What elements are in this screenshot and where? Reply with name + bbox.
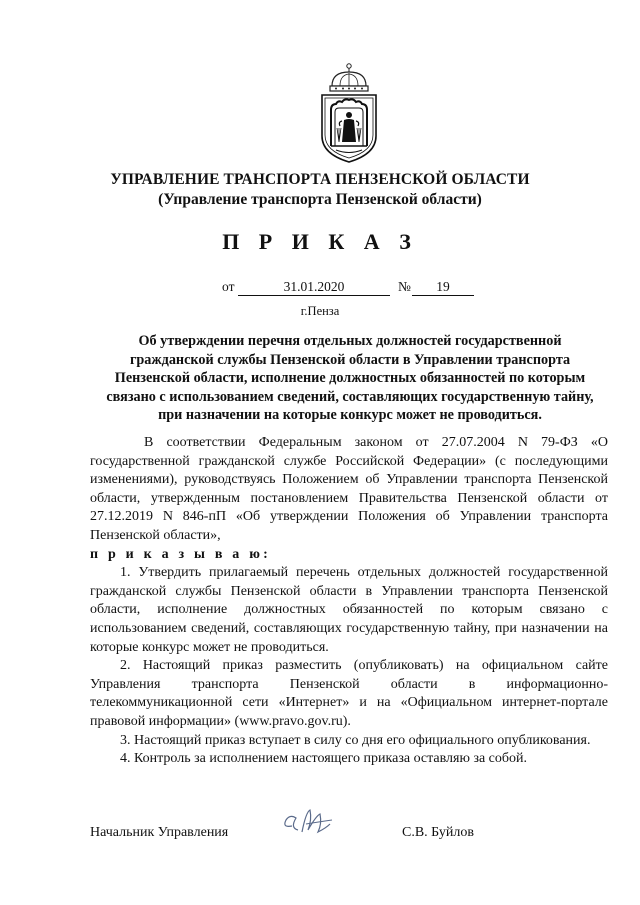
- organization-short-name: (Управление транспорта Пензенской области): [158, 191, 482, 208]
- number-prefix: №: [398, 279, 411, 294]
- document-date: 31.01.2020: [238, 279, 390, 296]
- document-city: г.Пенза: [300, 304, 340, 318]
- document-number: 19: [412, 279, 474, 296]
- order-item-1: 1. Утвердить прилагаемый перечень отдельных должностей государственной гражданской службы Пензенской области в Управлении транспорта Пензенской области, исполнение должностных обязанностей по которым связано с использованием сведений, составляющих государственную тайну, при назначении на которые конкурс может не проводиться.: [90, 565, 608, 655]
- preamble-paragraph: В соответствии Федеральным законом от 27.07.2004 N 79-ФЗ «О государственной гражданской службе Российской Федерации» (с последующими изменениями), руководствуясь Положением об Управлении транспорта Пензенской области, утвержденным постановлением Правительства Пензенской области от 27.12.2019 N 846-пП «Об утверждении Положения об Управлении транспорта Пензенской области»,: [90, 435, 608, 543]
- order-item-4: 4. Контроль за исполнением настоящего приказа оставляю за собой.: [120, 751, 528, 767]
- signatory-title: Начальник Управления: [90, 825, 229, 840]
- order-item-3: 3. Настоящий приказ вступает в силу со дня его официального опубликования.: [120, 732, 591, 748]
- document-type-title: П Р И К А З: [222, 229, 418, 254]
- handwritten-signature-icon: [276, 806, 348, 840]
- signatory-name: С.В. Буйлов: [402, 825, 474, 840]
- document-subject: Об утверждении перечня отдельных должностей государственной гражданской службы Пензенской области в Управлении транспорта Пензенской области, исполнение должностных обязанностей по которым связано с использованием сведений, составляющих государственную тайну, при назначении на которые конкурс может не проводиться.: [106, 333, 594, 424]
- document-body: [90, 434, 608, 769]
- date-prefix: от: [222, 279, 235, 294]
- order-word: п р и к а з ы в а ю:: [90, 546, 271, 562]
- order-item-2: 2. Настоящий приказ разместить (опубликовать) на официальном сайте Управления транспорта Пензенской области в информационно-телекоммуникационной сети «Интернет» и на «Официальном интернет-портале правовой информации» (www.pravo.gov.ru).: [90, 658, 608, 729]
- penza-region-coat-of-arms-icon: [318, 62, 380, 164]
- organization-name: УПРАВЛЕНИЕ ТРАНСПОРТА ПЕНЗЕНСКОЙ ОБЛАСТИ: [110, 171, 530, 188]
